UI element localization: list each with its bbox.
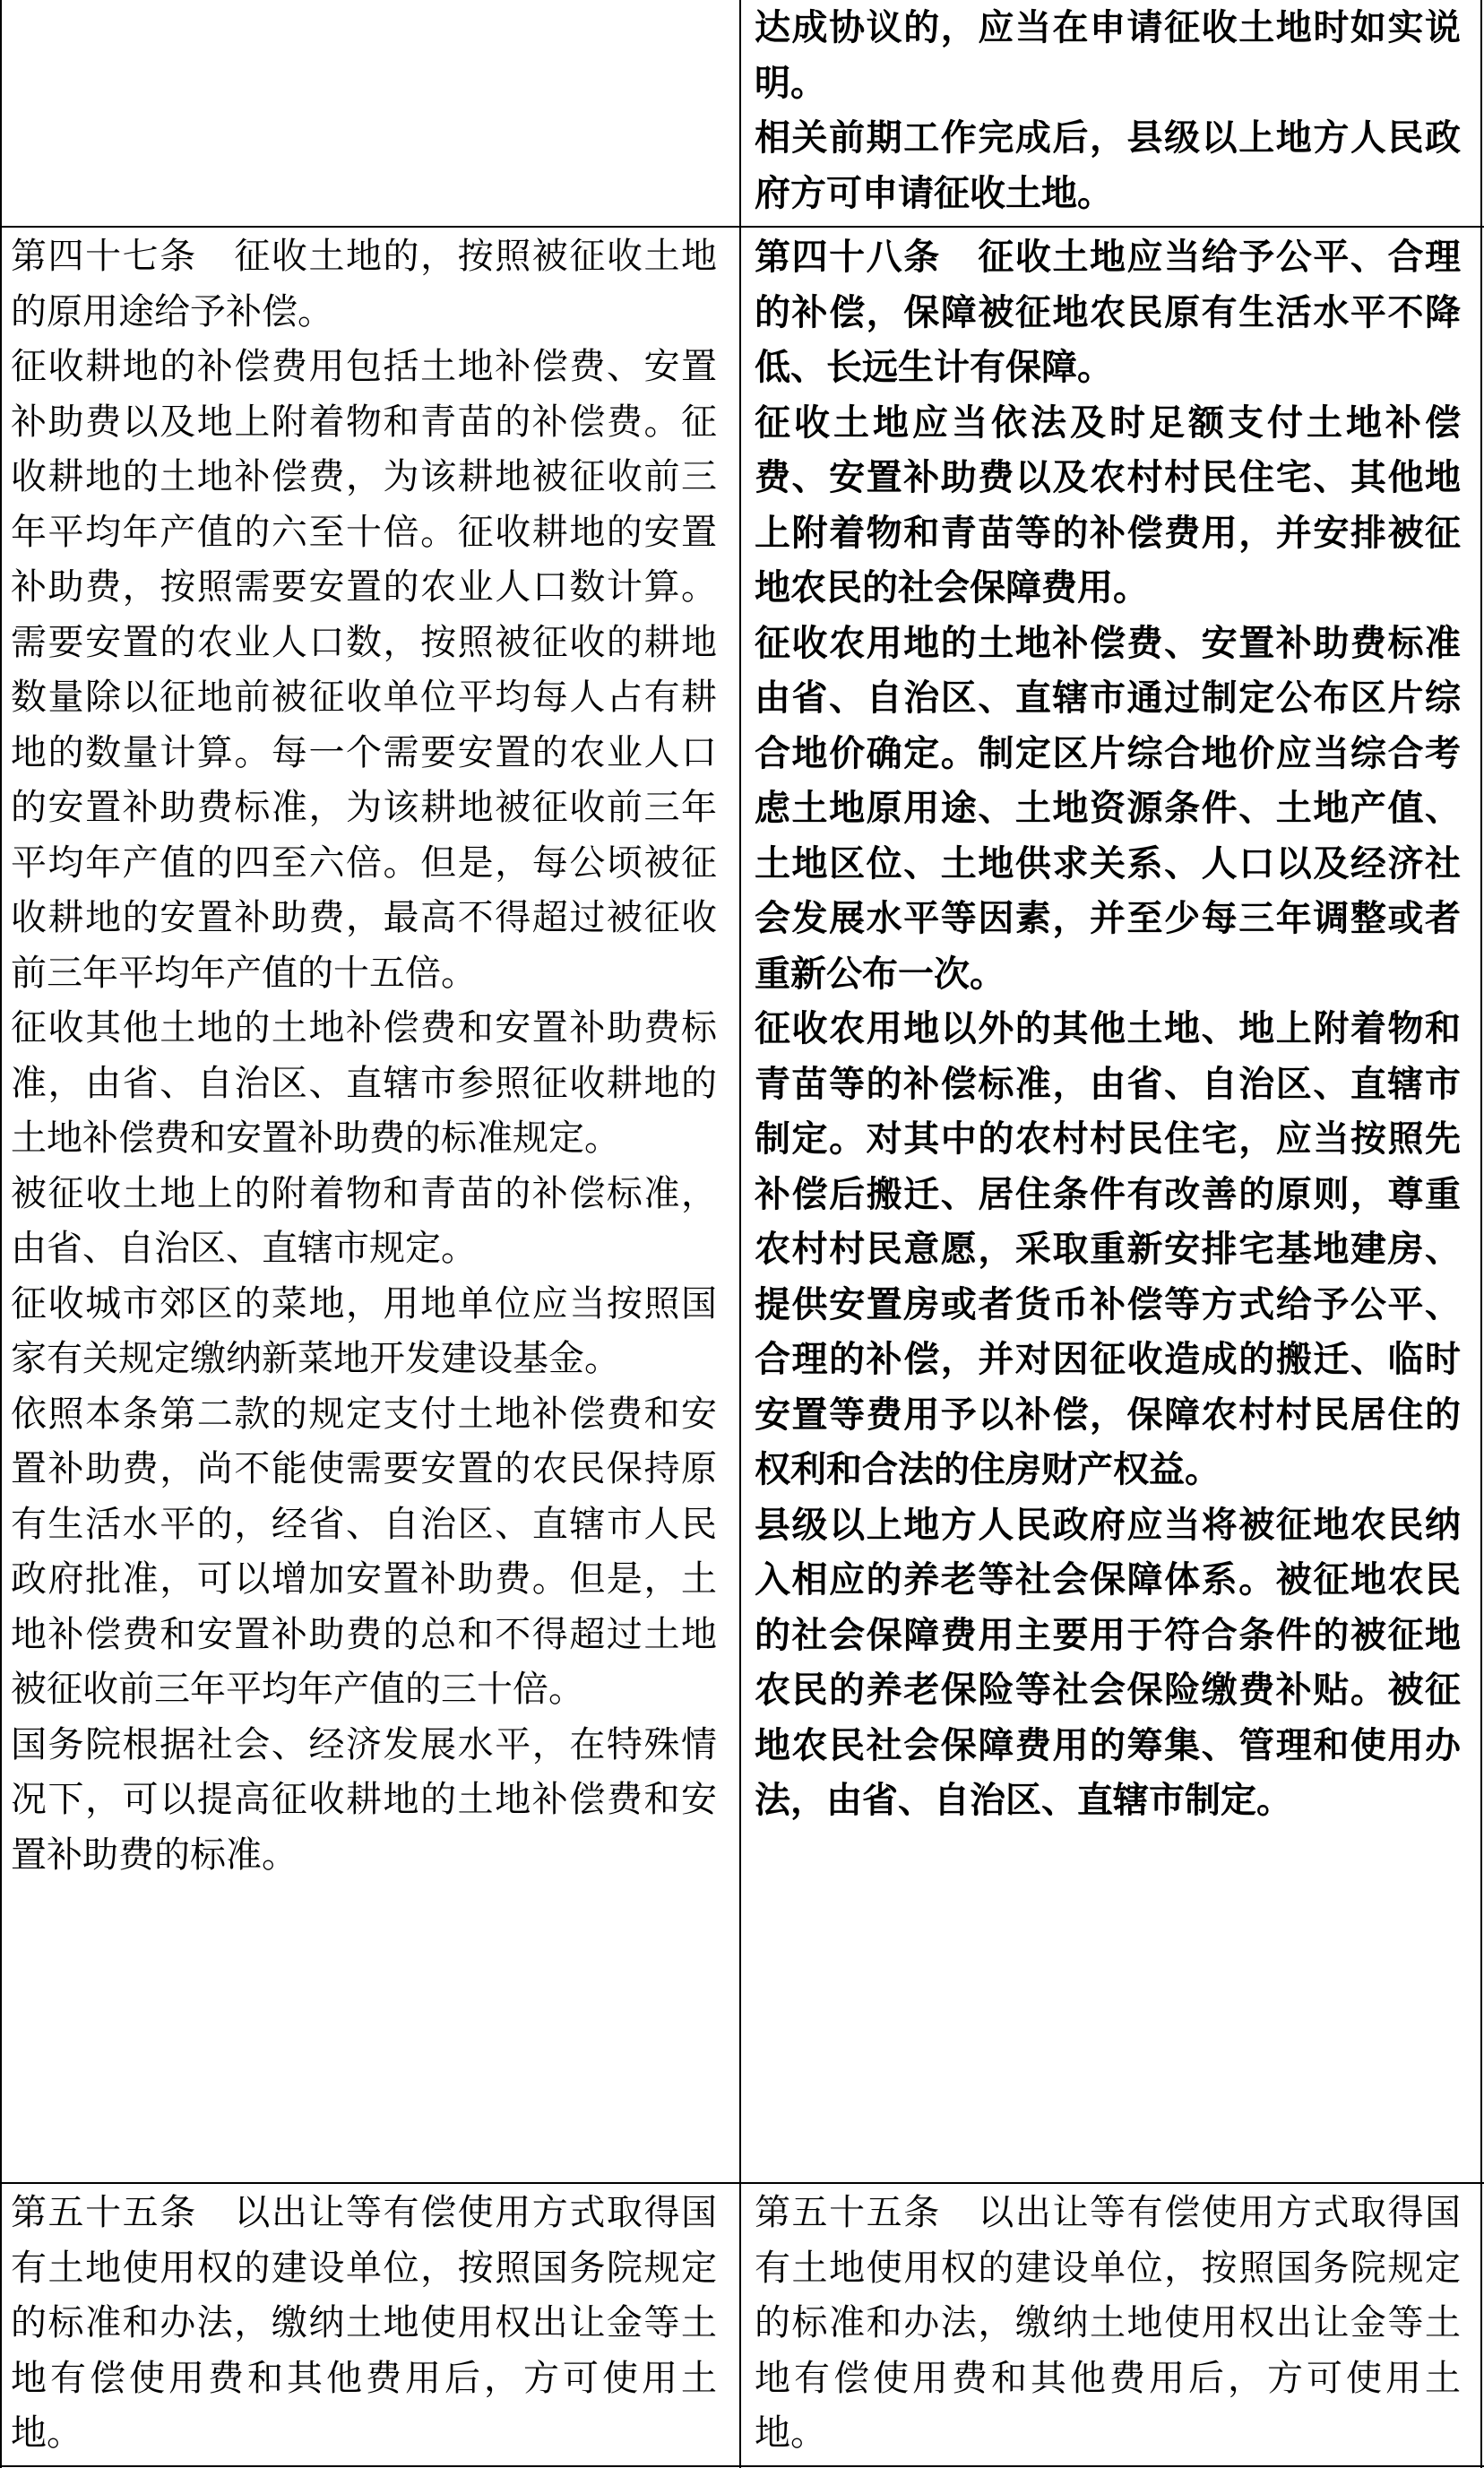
row2-right-para-5: 县级以上地方人民政府应当将被征地农民纳入相应的养老等社会保障体系。被征地农民的社会保障费用主要用于符合条件的被征地农民的养老保险等社会保险缴费补贴。被征地农民社会保障费用的筹集、管理和使用办法，由省、自治区、直辖市制定。 xyxy=(755,1503,1461,1821)
row3-left-cell xyxy=(11,2186,720,2465)
table-border-right xyxy=(1480,0,1482,2468)
row2-left-para-6: 依照本条第二款的规定支付土地补偿费和安置补助费，尚不能使需要安置的农民保持原有生活水平的，经省、自治区、直辖市人民政府批准，可以增加安置补助费。但是，土地补偿费和安置补助费的总和不得超过土地被征收前三年平均年产值的三十倍。 xyxy=(11,1393,717,1710)
table-column-divider xyxy=(739,0,741,2468)
row1-right-para-1: 达成协议的，应当在申请征收土地时如实说明。 xyxy=(755,6,1461,104)
row2-left-para-5: 征收城市郊区的菜地，用地单位应当按照国家有关规定缴纳新菜地开发建设基金。 xyxy=(11,1282,717,1379)
row3-right-para-1: 第五十五条 以出让等有偿使用方式取得国有土地使用权的建设单位，按照国务院规定的标准和办法，缴纳土地使用权出让金等土地有偿使用费和其他费用后，方可使用土地。 xyxy=(755,2192,1461,2454)
row2-left-para-2: 征收耕地的补偿费用包括土地补偿费、安置补助费以及地上附着物和青苗的补偿费。征收耕地的土地补偿费，为该耕地被征收前三年平均年产值的六至十倍。征收耕地的安置补助费，按照需要安置的农业人口数计算。需要安置的农业人口数，按照被征收的耕地数量除以征地前被征收单位平均每人占有耕地的数量计算。每一个需要安置的农业人口的安置补助费标准，为该耕地被征收前三年平均年产值的四至六倍。但是，每公顷被征收耕地的安置补助费，最高不得超过被征收前三年平均年产值的十五倍。 xyxy=(11,346,717,994)
row2-right-cell xyxy=(755,229,1464,2181)
row2-right-para-1: 第四十八条 征收土地应当给予公平、合理的补偿，保障被征地农民原有生活水平不降低、长远生计有保障。 xyxy=(755,236,1461,388)
row2-right-para-4: 征收农用地以外的其他土地、地上附着物和青苗等的补偿标准，由省、自治区、直辖市制定。对其中的农村村民住宅，应当按照先补偿后搬迁、居住条件有改善的原则，尊重农村村民意愿，采取重新安排宅基地建房、提供安置房或者货币补偿等方式给予公平、合理的补偿，并对因征收造成的搬迁、临时安置等费用予以补偿，保障农村村民居住的权利和合法的住房财产权益。 xyxy=(755,1007,1461,1490)
row2-right-para-3: 征收农用地的土地补偿费、安置补助费标准由省、自治区、直辖市通过制定公布区片综合地价确定。制定区片综合地价应当综合考虑土地原用途、土地资源条件、土地产值、土地区位、土地供求关系、人口以及经济社会发展水平等因素，并至少每三年调整或者重新公布一次。 xyxy=(755,621,1461,995)
row2-right-para-2: 征收土地应当依法及时足额支付土地补偿费、安置补助费以及农村村民住宅、其他地上附着物和青苗等的补偿费用，并安排被征地农民的社会保障费用。 xyxy=(755,401,1461,608)
row2-left-para-1: 第四十七条 征收土地的，按照被征收土地的原用途给予补偿。 xyxy=(11,236,717,332)
row2-left-cell xyxy=(11,229,720,2181)
row1-right-cell xyxy=(755,0,1464,226)
table-row-divider-1 xyxy=(0,226,1484,228)
row3-right-cell xyxy=(755,2186,1464,2465)
table-border-bottom xyxy=(0,2465,1484,2467)
row2-left-para-7: 国务院根据社会、经济发展水平，在特殊情况下，可以提高征收耕地的土地补偿费和安置补助费的标准。 xyxy=(11,1723,717,1876)
table-row-divider-2 xyxy=(0,2182,1484,2184)
row3-left-para-1: 第五十五条 以出让等有偿使用方式取得国有土地使用权的建设单位，按照国务院规定的标准和办法，缴纳土地使用权出让金等土地有偿使用费和其他费用后，方可使用土地。 xyxy=(11,2192,717,2454)
row1-right-para-2: 相关前期工作完成后，县级以上地方人民政府方可申请征收土地。 xyxy=(755,116,1461,214)
row2-left-para-4: 被征收土地上的附着物和青苗的补偿标准，由省、自治区、直辖市规定。 xyxy=(11,1172,717,1269)
table-border-left xyxy=(0,0,2,2468)
row2-left-para-3: 征收其他土地的土地补偿费和安置补助费标准，由省、自治区、直辖市参照征收耕地的土地补偿费和安置补助费的标准规定。 xyxy=(11,1007,717,1159)
